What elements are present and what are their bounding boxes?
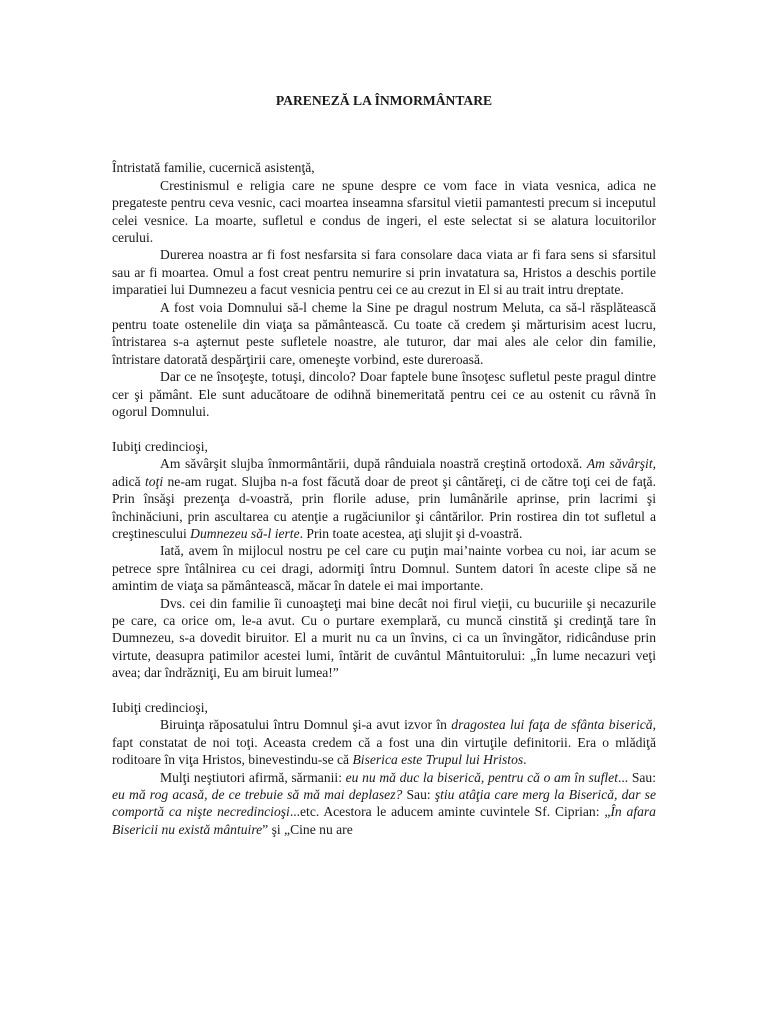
text-run: Biruinţa răposatului întru Domnul şi-a avut izvor în — [160, 717, 452, 733]
paragraph: Durerea noastra ar fi fost nesfarsita si fara consolare daca viata ar fi fara sens si sfarsitul sau ar fi moartea. Omul a fost creat pentru nemurire si prin invatatura sa, Hristos a deschis portile imparatiei lui Dumnezeu a facut vesnicia pentru cei ce au crezut in El si au trait intru dreptate. — [112, 247, 656, 298]
paragraph: Iată, avem în mijlocul nostru pe cel care cu puţin mai’nainte vorbea cu noi, iar acum se petrece spre întâlnirea cu cei dragi, adormiţi întru Domnul. Suntem datori în aceste clipe să ne amintim de viaţa sa pământească, măcar în datele ei mai importante. — [112, 543, 656, 594]
spacer — [112, 682, 656, 699]
salutation: Întristată familie, cucernică asistenţă, — [112, 160, 315, 176]
document-page — [112, 92, 656, 838]
paragraph: A fost voia Domnului să-l cheme la Sine pe dragul nostrum Meluta, ca să-l răsplătească pentru toate ostenelile din viaţa sa pământească. Cu toate că credem şi mărturisim acest lucru, întristarea s-a aşternut peste sufletele noastre, ale tuturor, dar mai ales ale celor din familie, întristare datorată despărţirii care, omeneşte vorbind, este dureroasă. — [112, 299, 656, 367]
italic-run: eu nu mă duc la biserică, pentru că o am în suflet — [345, 769, 618, 785]
italic-run: toţi — [145, 473, 164, 489]
paragraph: Dar ce ne însoţeşte, totuşi, dincolo? Doar faptele bune însoţesc sufletul peste pragul dintre cer şi pământ. Ele sunt aducătoare de odihnă binemeritată pentru cei ce au ostenit cu râvnă în ogorul Domnului. — [112, 369, 656, 420]
italic-run: Am săvârşit — [586, 456, 653, 472]
italic-run: Biserica este Trupul lui Hristos — [352, 752, 524, 768]
text-run: Sau: — [402, 787, 435, 802]
text-run: . Prin toate acestea, aţi slujit şi d-voastră. — [299, 525, 523, 541]
document-title: PARENEZĂ LA ÎNMORMÂNTARE — [275, 93, 493, 108]
text-run: ...etc. Acestora le aducem aminte cuvintele Sf. Ciprian: „ — [289, 804, 611, 820]
text-run: . — [523, 752, 527, 768]
italic-run: dragostea lui faţa de sfânta biserică — [451, 717, 653, 733]
paragraph — [112, 455, 656, 542]
spacer — [112, 421, 656, 438]
italic-run: ştiu atâţia care merg la Biserică, dar se comportă ca nişte necredincioşi — [112, 787, 657, 820]
italic-run: eu mă rog acasă, de ce trebuie să mă mai deplasez? — [112, 787, 403, 802]
text-run: , adică — [112, 456, 656, 489]
paragraph: Crestinismul e religia care ne spune despre ce vom face in viata vesnica, adica ne pregateste pentru ceva vesnic, caci moartea inseamna sfarsitul vietii pamantesti precum si inceputul celei vesnice. La moarte, sufletul e condus de ingeri, el este selectat si se alatura locuitorilor cerului. — [112, 177, 656, 246]
italic-run: În afara Bisericii nu există mântuire — [112, 804, 656, 837]
text-run: Mulţi neştiutori afirmă, sărmanii: — [160, 769, 346, 785]
text-run: , fapt constatat de noi toţi. Aceasta credem că a fost una din virtuţile definitorii. Era o mlădiţă roditoare în viţa Hristos, binevestindu-se că — [112, 717, 656, 768]
paragraph — [112, 769, 656, 839]
text-run: ” şi „Cine nu are — [262, 821, 353, 837]
italic-run: Dumnezeu să-l ierte — [190, 525, 300, 541]
text-run: Am săvârşit slujba înmormântării, după rânduiala noastră creştină ortodoxă. — [160, 456, 587, 472]
paragraph: Dvs. cei din familie îi cunoaşteţi mai bine decât noi firul vieţii, cu bucuriile şi necazurile pe care, ca orice om, le-a avut. Cu o purtare exemplară, cu muncă cinstită şi credinţă tare în Dumnezeu, s-a dovedit biruitor. El a murit nu ca un învins, ci ca un învingător, ridicânduse prin virtute, deasupra patimilor acestei lumi, întărit de cuvântul Mântuitorului: „În lume necazuri veţi avea; dar îndrăzniţi, Eu am biruit lumea!” — [112, 595, 656, 681]
paragraph — [112, 716, 656, 768]
text-run: ... Sau: — [617, 769, 656, 785]
text-run: ne-am rugat. Slujba n-a fost făcută doar de preot şi cântăreţi, ci de către toţi cei de faţă. Prin însăşi prezenţa d-voastră, prin florile aduse, prin lumânările aprinse, prin lacrimi şi închinăciuni, prin ascultarea cu atenţie a rugăciunilor şi cântărilor. Prin rostirea din tot sufletul a creştinescului — [112, 473, 656, 541]
salutation: Iubiţi credincioşi, — [112, 699, 208, 715]
salutation: Iubiţi credincioşi, — [112, 438, 208, 454]
